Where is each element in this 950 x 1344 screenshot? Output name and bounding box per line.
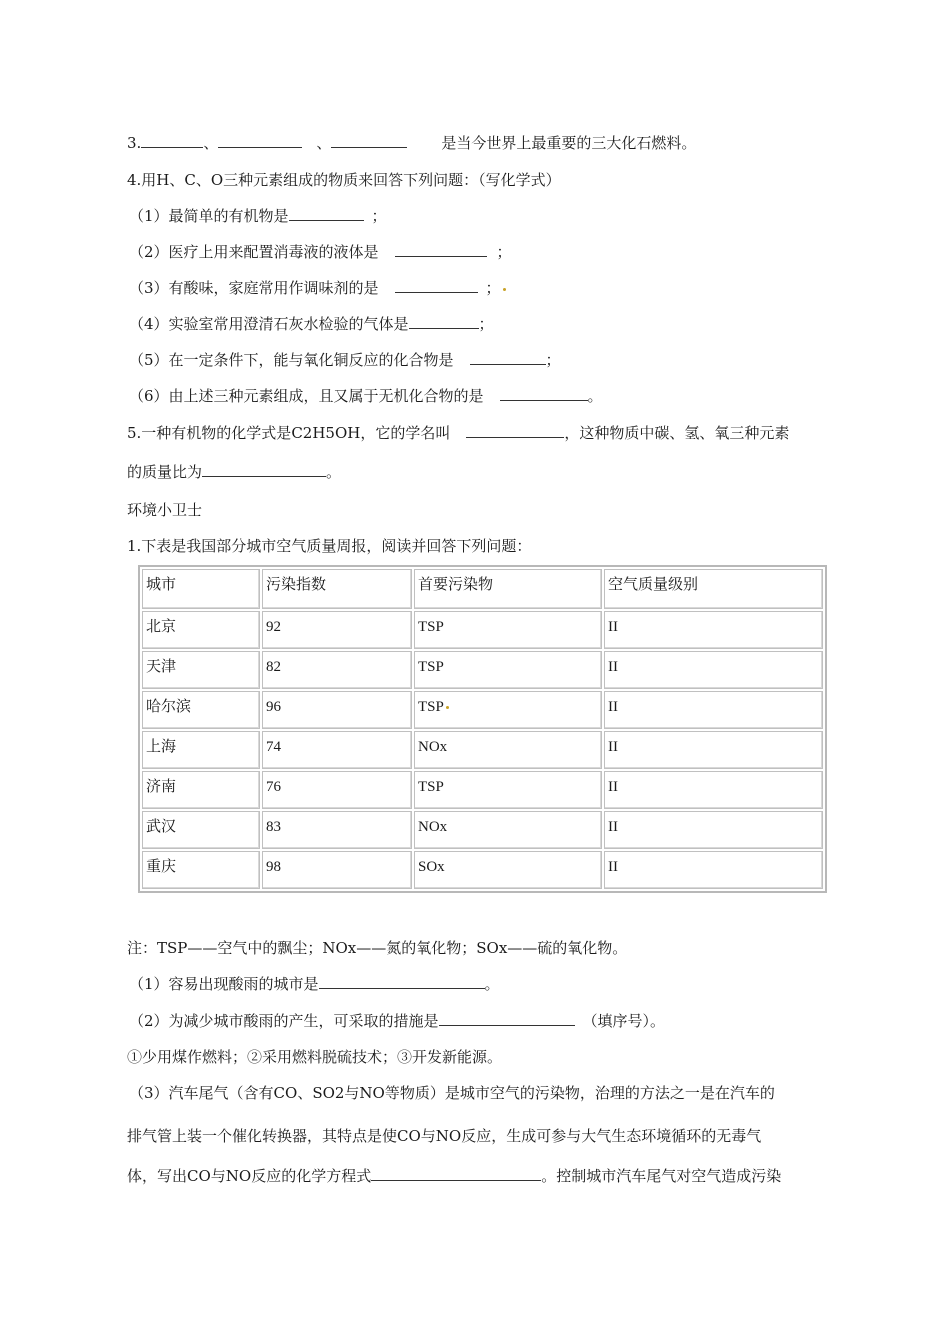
sub-question-1 bbox=[129, 974, 500, 994]
q4-item-2-end: ； bbox=[496, 243, 512, 261]
cell-level: II bbox=[604, 731, 823, 769]
header-pollutant: 首要污染物 bbox=[414, 569, 602, 609]
cell-pollutant: TSP bbox=[414, 651, 602, 689]
table-row bbox=[142, 851, 823, 889]
cell-level: II bbox=[604, 851, 823, 889]
cell-index: 82 bbox=[262, 651, 412, 689]
env-q1-title: 1.下表是我国部分城市空气质量周报，阅读并回答下列问题： bbox=[127, 537, 532, 555]
cell-pollutant-text: TSP bbox=[418, 699, 444, 715]
q4-item-6 bbox=[129, 386, 603, 406]
cell-index: 96 bbox=[262, 691, 412, 729]
sub-question-3-line-3 bbox=[127, 1166, 781, 1186]
cell-city: 哈尔滨 bbox=[142, 691, 260, 729]
sub-question-1-label: （1）容易出现酸雨的城市是 bbox=[129, 975, 319, 993]
q4-item-1-end: ； bbox=[371, 207, 387, 225]
q4-item-4-end: ； bbox=[478, 315, 494, 333]
cell-city: 上海 bbox=[142, 731, 260, 769]
q5-ratio-blank[interactable] bbox=[202, 462, 326, 477]
q5-line-1 bbox=[127, 423, 789, 443]
q3-blank-2[interactable] bbox=[218, 133, 302, 148]
q4-item-2-label: （2）医疗上用来配置消毒液的液体是 bbox=[129, 243, 379, 261]
q4-item-3-blank[interactable] bbox=[395, 278, 478, 293]
table-row bbox=[142, 691, 823, 729]
q5-line-2-a: 的质量比为 bbox=[127, 463, 203, 481]
q4-item-1-label: （1）最简单的有机物是 bbox=[129, 207, 289, 225]
q4-item-3-label: （3）有酸味，家庭常用作调味剂的是 bbox=[129, 279, 379, 297]
section-title: 环境小卫士 bbox=[127, 501, 203, 519]
cell-index: 74 bbox=[262, 731, 412, 769]
q4-item-5-end: ； bbox=[545, 351, 561, 369]
cell-city: 武汉 bbox=[142, 811, 260, 849]
q3-sep-1: 、 bbox=[203, 134, 219, 152]
cell-pollutant bbox=[414, 691, 602, 729]
q4-item-5-label: （5）在一定条件下，能与氧化铜反应的化合物是 bbox=[129, 351, 454, 369]
cell-index: 76 bbox=[262, 771, 412, 809]
table-row bbox=[142, 611, 823, 649]
air-quality-table bbox=[138, 565, 827, 893]
q4-item-6-blank[interactable] bbox=[500, 386, 588, 401]
cell-city: 济南 bbox=[142, 771, 260, 809]
q3-sep-2: 、 bbox=[316, 134, 332, 152]
cell-pollutant: NOx bbox=[414, 811, 602, 849]
cell-pollutant: NOx bbox=[414, 731, 602, 769]
sub-question-2-blank[interactable] bbox=[439, 1011, 575, 1026]
table-row bbox=[142, 731, 823, 769]
q4-item-4-label: （4）实验室常用澄清石灰水检验的气体是 bbox=[129, 315, 409, 333]
sub-question-2 bbox=[129, 1011, 665, 1031]
cell-city: 北京 bbox=[142, 611, 260, 649]
cell-pollutant: SOx bbox=[414, 851, 602, 889]
cell-level: II bbox=[604, 691, 823, 729]
q3-blank-3[interactable] bbox=[331, 133, 407, 148]
table-row bbox=[142, 771, 823, 809]
cell-city: 天津 bbox=[142, 651, 260, 689]
table-header-row bbox=[142, 569, 823, 609]
q4-item-4-blank[interactable] bbox=[409, 314, 479, 329]
sub-question-3-line-3-b: 。控制城市汽车尾气对空气造成污染 bbox=[541, 1167, 782, 1185]
q3-text: 是当今世界上最重要的三大化石燃料。 bbox=[441, 134, 697, 152]
options-line: ①少用煤作燃料；②采用燃料脱硫技术；③开发新能源。 bbox=[127, 1048, 503, 1066]
q5-name-blank[interactable] bbox=[466, 423, 564, 438]
q4-item-1 bbox=[129, 206, 387, 226]
cell-level: II bbox=[604, 771, 823, 809]
table-note: 注：TSP——空气中的飘尘；NOx——氮的氧化物；SOx——硫的氧化物。 bbox=[127, 939, 628, 957]
sub-question-2-label: （2）为减少城市酸雨的产生，可采取的措施是 bbox=[129, 1012, 439, 1030]
q4-item-4 bbox=[129, 314, 494, 334]
q4-item-1-blank[interactable] bbox=[289, 206, 364, 221]
q4-item-5-blank[interactable] bbox=[470, 350, 546, 365]
q3-blank-1[interactable] bbox=[141, 133, 203, 148]
cell-index: 92 bbox=[262, 611, 412, 649]
cell-pollutant: TSP bbox=[414, 771, 602, 809]
q4-item-3-end: ； bbox=[485, 279, 501, 297]
cell-index: 98 bbox=[262, 851, 412, 889]
q4-item-2-blank[interactable] bbox=[395, 242, 487, 257]
header-level: 空气质量级别 bbox=[604, 569, 823, 609]
q3-number: 3. bbox=[127, 134, 142, 152]
cell-city: 重庆 bbox=[142, 851, 260, 889]
cell-level: II bbox=[604, 651, 823, 689]
q5-line-2 bbox=[127, 462, 341, 482]
sub-question-3-line-2: 排气管上装一个催化转换器，其特点是使CO与NO反应，生成可参与大气生态环境循环的无毒气 bbox=[127, 1127, 762, 1145]
sub-question-3-equation-blank[interactable] bbox=[371, 1166, 541, 1181]
cell-level: II bbox=[604, 611, 823, 649]
q4-item-3 bbox=[129, 278, 506, 298]
q4-item-6-label: （6）由上述三种元素组成，且又属于无机化合物的是 bbox=[129, 387, 484, 405]
cell-level: II bbox=[604, 811, 823, 849]
sub-question-1-end: 。 bbox=[484, 975, 500, 993]
q4-item-5 bbox=[129, 350, 561, 370]
cell-index: 83 bbox=[262, 811, 412, 849]
sub-question-2-end: （填序号）。 bbox=[582, 1012, 666, 1030]
q5-line-1-a: 5.一种有机物的化学式是C2H5OH，它的学名叫 bbox=[127, 424, 451, 442]
q5-line-2-end: 。 bbox=[326, 463, 342, 481]
q3-line bbox=[127, 133, 696, 153]
sub-question-3-line-1: （3）汽车尾气（含有CO、SO2与NO等物质）是城市空气的污染物，治理的方法之一是在汽车的 bbox=[129, 1084, 775, 1102]
header-city: 城市 bbox=[142, 569, 260, 609]
q5-line-1-b: ，这种物质中碳、氢、氧三种元素 bbox=[564, 424, 790, 442]
q4-item-6-end: 。 bbox=[587, 387, 603, 405]
table-row bbox=[142, 651, 823, 689]
q4-item-2 bbox=[129, 242, 512, 262]
q4-title: 4.用H、C、O三种元素组成的物质来回答下列问题：（写化学式） bbox=[127, 171, 561, 189]
sub-question-1-blank[interactable] bbox=[319, 974, 485, 989]
stray-mark bbox=[503, 288, 506, 291]
stray-mark bbox=[446, 706, 449, 709]
header-index: 污染指数 bbox=[262, 569, 412, 609]
sub-question-3-line-3-a: 体，写出CO与NO反应的化学方程式 bbox=[127, 1167, 372, 1185]
cell-pollutant: TSP bbox=[414, 611, 602, 649]
table-row bbox=[142, 811, 823, 849]
